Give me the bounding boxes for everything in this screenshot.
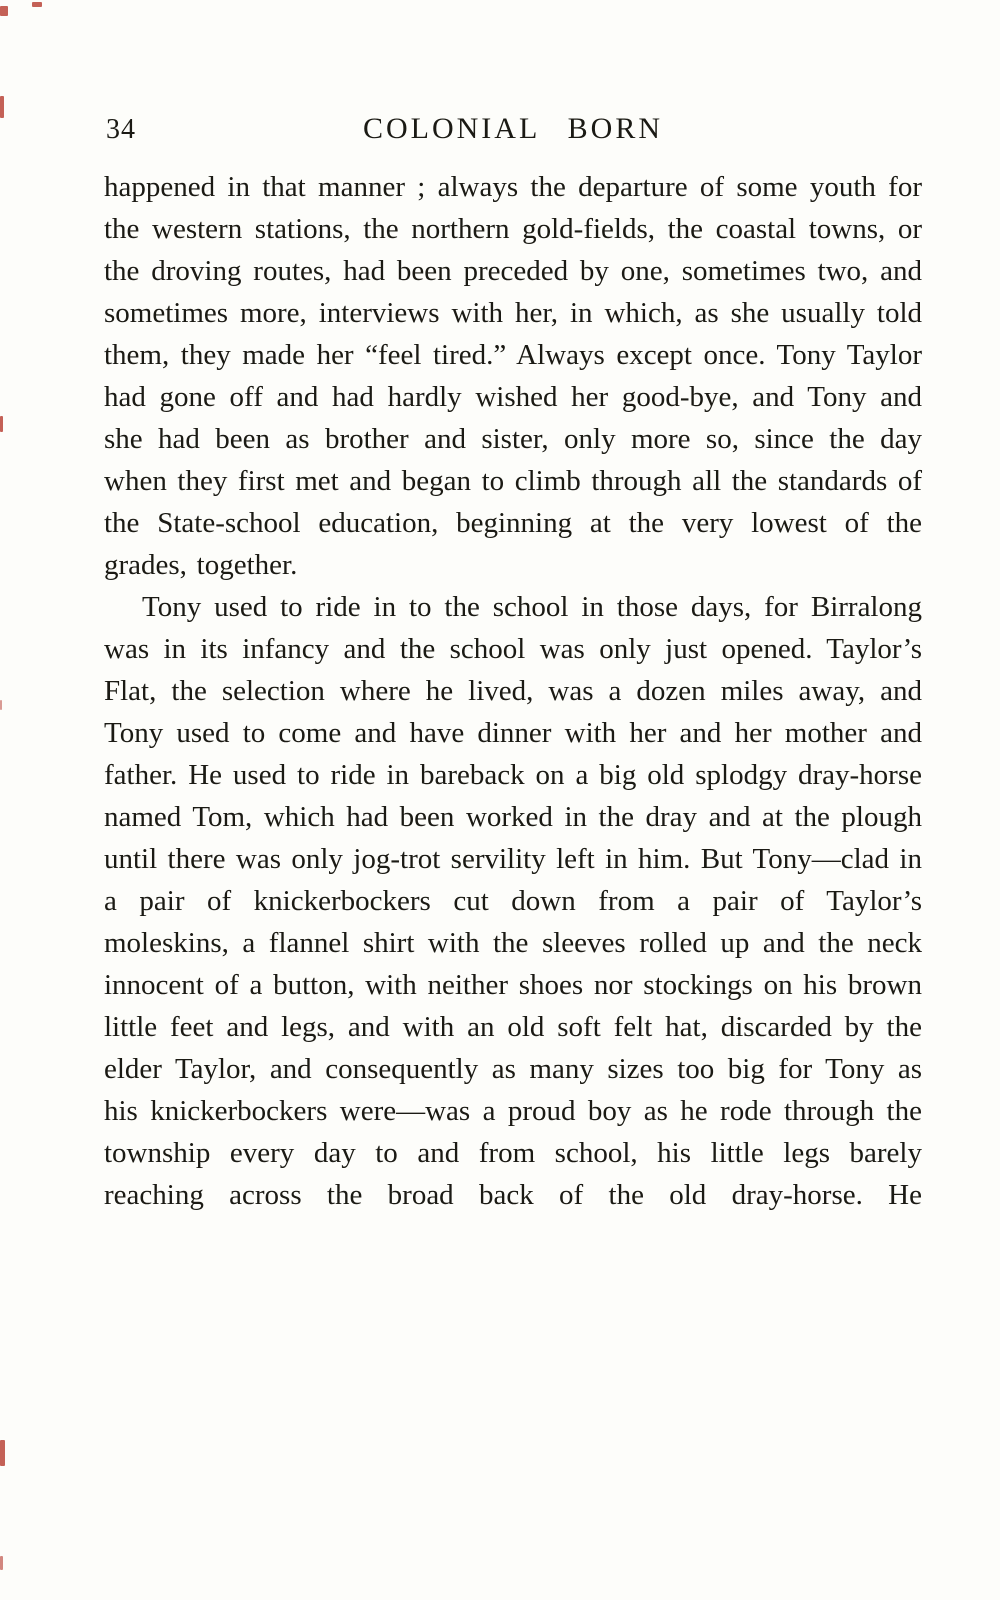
scan-artifact: [0, 6, 8, 16]
paragraph: Tony used to ride in to the school in those days, for Birralong was in its infancy and the school was only just opened. Taylor’s Flat, the selection where he lived, was a dozen miles away, and Tony used to come and have dinner with her and her mother and father. He used to ride in bareback on a big old splodgy dray-horse named Tom, which had been worked in the dray and at the plough until there was only jog-trot servility left in him. But Tony—clad in a pair of knickerbockers cut down from a pair of Taylor’s moleskins, a flannel shirt with the sleeves rolled up and the neck innocent of a button, with neither shoes nor stockings on his brown little feet and legs, and with an old soft felt hat, discarded by the elder Taylor, and consequently as many sizes too big for Tony as his knickerbockers were—was a proud boy as he rode through the township every day to and from school, his little legs barely reaching across the broad back of the old dray-horse. He: [104, 591, 922, 1211]
page-content: [104, 100, 922, 1216]
running-title: COLONIAL BORN: [362, 112, 664, 145]
scan-artifact: [32, 2, 42, 7]
page-body: [104, 166, 922, 1216]
scan-artifact: [0, 1440, 5, 1466]
scan-artifact: [0, 96, 4, 118]
page-header: [104, 100, 922, 146]
scan-artifact: [0, 700, 2, 710]
paragraph: happened in that manner ; always the departure of some youth for the western stations, the northern gold-fields, the coastal towns, or the droving routes, had been preceded by one, sometimes two, and sometimes more, interviews with her, in which, as she usually told them, they made her “feel tired.” Always except once. Tony Taylor had gone off and had hardly wished her good-bye, and Tony and she had been as brother and sister, only more so, since the day when they first met and began to climb through all the standards of the State-school education, beginning at the very lowest of the grades, together.: [104, 171, 922, 581]
page-number: 34: [106, 114, 136, 145]
scan-artifact: [0, 416, 3, 432]
scan-artifact: [0, 1556, 3, 1570]
